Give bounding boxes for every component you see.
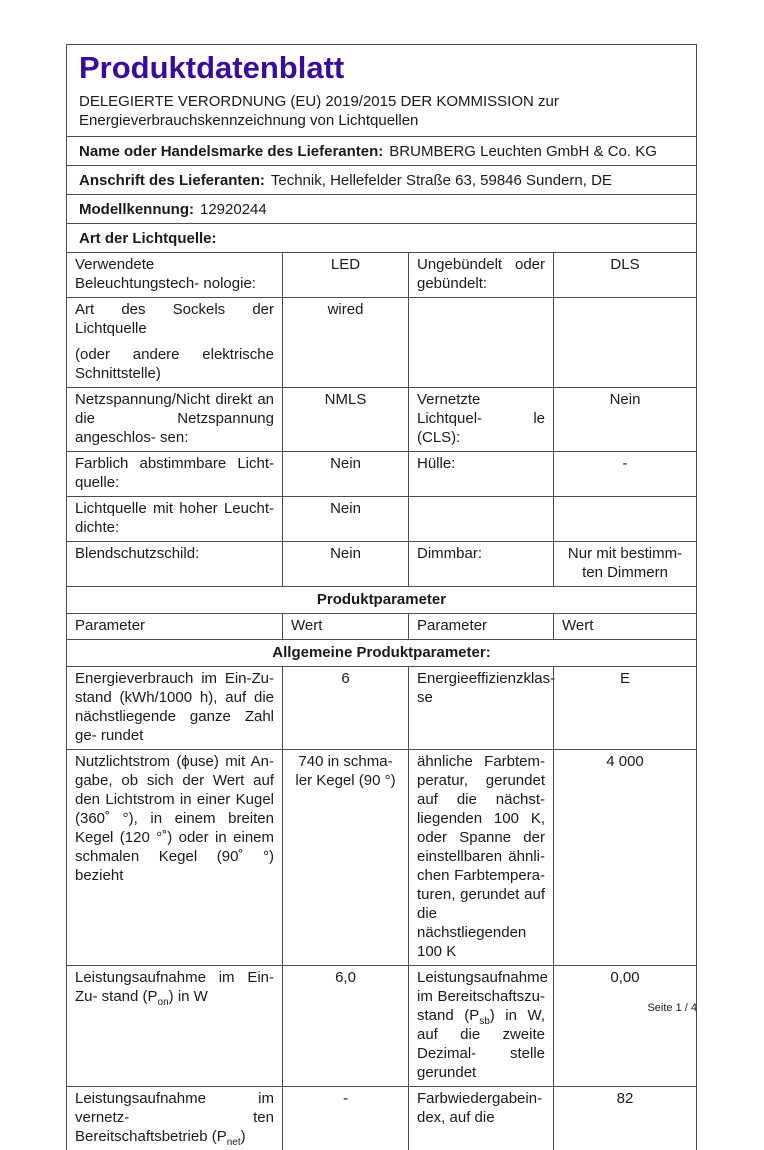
param-value: 740 in schma- ler Kegel (90 °) bbox=[282, 750, 408, 965]
param-label: Dimmbar: bbox=[408, 542, 553, 586]
param-value: E bbox=[553, 667, 696, 749]
param-label: Nutzlichtstrom (ϕuse) mit An- gabe, ob sich der Wert auf den Lichtstrom in einer Kugel (360˚ °), in einem breiten Kegel (120 °˚) oder in einem schmalen Kegel (90˚ °) bezieht bbox=[75, 753, 274, 884]
column-header: Wert bbox=[553, 614, 696, 639]
param-label: Hülle: bbox=[408, 452, 553, 496]
supplier-address-row bbox=[67, 165, 696, 194]
param-label: Farbwiedergabein- dex, auf die bbox=[408, 1087, 553, 1150]
page-number: Seite 1 / 4 bbox=[647, 1002, 697, 1014]
table-column-header-row bbox=[67, 613, 696, 639]
table-row-socket bbox=[67, 297, 696, 387]
param-value: Nein bbox=[282, 452, 408, 496]
table-row-power-on-state bbox=[67, 965, 696, 1086]
param-value bbox=[553, 298, 696, 387]
param-label: Energieeffizienzklas- se bbox=[408, 667, 553, 749]
table-row-glare-shield bbox=[67, 541, 696, 586]
table-row-useful-luminous-flux bbox=[67, 749, 696, 965]
param-label: Vernetzte Lichtquel- le (CLS): bbox=[408, 388, 553, 451]
param-value: 6 bbox=[282, 667, 408, 749]
param-value: Nein bbox=[282, 542, 408, 586]
param-value: 6,0 bbox=[282, 966, 408, 1086]
table-row-mains bbox=[67, 387, 696, 451]
param-label: Leistungsaufnahme im Bereitschaftszu- stand $(P_{sb})$ in W, auf die zweite Dezimal- stelle gerundet bbox=[408, 966, 553, 1086]
supplier-name-label: Name oder Handelsmarke des Lieferanten: bbox=[79, 143, 384, 160]
param-value: 0,00 bbox=[553, 966, 696, 1086]
supplier-name-row bbox=[67, 136, 696, 165]
param-value: wired bbox=[282, 298, 408, 387]
table-row-technology bbox=[67, 252, 696, 297]
param-label: Blendschutzschild: bbox=[75, 545, 200, 562]
page-title: Produktdatenblatt bbox=[79, 50, 345, 85]
section-title-allgemeine-produktparameter: Allgemeine Produktparameter: bbox=[67, 639, 696, 666]
param-value: NMLS bbox=[282, 388, 408, 451]
param-label: Energieverbrauch im Ein-Zu- stand (kWh/1000 h), auf die nächstliegende ganze Zahl ge- rundet bbox=[75, 670, 274, 744]
param-label bbox=[408, 497, 553, 541]
model-id-label: Modellkennung: bbox=[79, 201, 194, 218]
column-header: Wert bbox=[282, 614, 408, 639]
param-value: Nein bbox=[553, 388, 696, 451]
param-label: Ungebündelt oder gebündelt: bbox=[408, 253, 553, 297]
param-value: Nein bbox=[282, 497, 408, 541]
param-label: Netzspannung/Nicht direkt an die Netzspannung angeschlos- sen: bbox=[75, 391, 274, 446]
param-label: Leistungsaufnahme im vernetz- ten Bereitschaftsbetrieb $(P_{net})$ bbox=[75, 1090, 274, 1148]
regulation-line-1: DELEGIERTE VERORDNUNG (EU) 2019/2015 DER KOMMISSION zur bbox=[79, 93, 559, 110]
param-label: Leistungsaufnahme im Ein-Zu- stand $(P_{on})$ in W bbox=[75, 969, 274, 1008]
datasheet-table bbox=[66, 44, 697, 1150]
table-row-networked-standby bbox=[67, 1086, 696, 1150]
regulation-line-2: Energieverbrauchskennzeichnung von Lichtquellen bbox=[79, 112, 419, 129]
table-row-high-luminance bbox=[67, 496, 696, 541]
param-label: Art des Sockels der Lichtquelle (oder andere elektrische Schnittstelle) bbox=[75, 301, 274, 382]
light-source-type-row bbox=[67, 223, 696, 252]
param-label: ähnliche Farbtem- peratur, gerundet auf die nächst- liegenden 100 K, oder Spanne der einstellbaren ähnli- chen Farbtempera- turen, gerundet auf die nächstliegenden 100 K bbox=[408, 750, 553, 965]
datasheet-header bbox=[67, 45, 696, 136]
supplier-address-label: Anschrift des Lieferanten: bbox=[79, 172, 265, 189]
supplier-name-value: BRUMBERG Leuchten GmbH & Co. KG bbox=[389, 143, 657, 160]
table-row-colour-tunable bbox=[67, 451, 696, 496]
section-title-produktparameter: Produktparameter bbox=[67, 586, 696, 613]
param-value bbox=[553, 497, 696, 541]
table-row-energy-consumption bbox=[67, 666, 696, 749]
param-label: Verwendete Beleuchtungstech- nologie: bbox=[75, 256, 256, 292]
column-header: Parameter bbox=[408, 614, 553, 639]
param-label bbox=[408, 298, 553, 387]
param-value: - bbox=[553, 452, 696, 496]
param-value: Nur mit bestimm- ten Dimmern bbox=[553, 542, 696, 586]
model-id-value: 12920244 bbox=[200, 201, 267, 218]
param-label: Lichtquelle mit hoher Leucht- dichte: bbox=[75, 500, 274, 536]
column-header: Parameter bbox=[75, 617, 146, 634]
param-value: 4 000 bbox=[553, 750, 696, 965]
light-source-type-label: Art der Lichtquelle: bbox=[79, 230, 217, 247]
supplier-address-value: Technik, Hellefelder Straße 63, 59846 Sundern, DE bbox=[270, 172, 612, 189]
param-value: LED bbox=[282, 253, 408, 297]
param-value: 82 bbox=[553, 1087, 696, 1150]
param-value: DLS bbox=[553, 253, 696, 297]
model-id-row bbox=[67, 194, 696, 223]
param-value: - bbox=[282, 1087, 408, 1150]
param-label: Farblich abstimmbare Licht- quelle: bbox=[75, 455, 274, 491]
